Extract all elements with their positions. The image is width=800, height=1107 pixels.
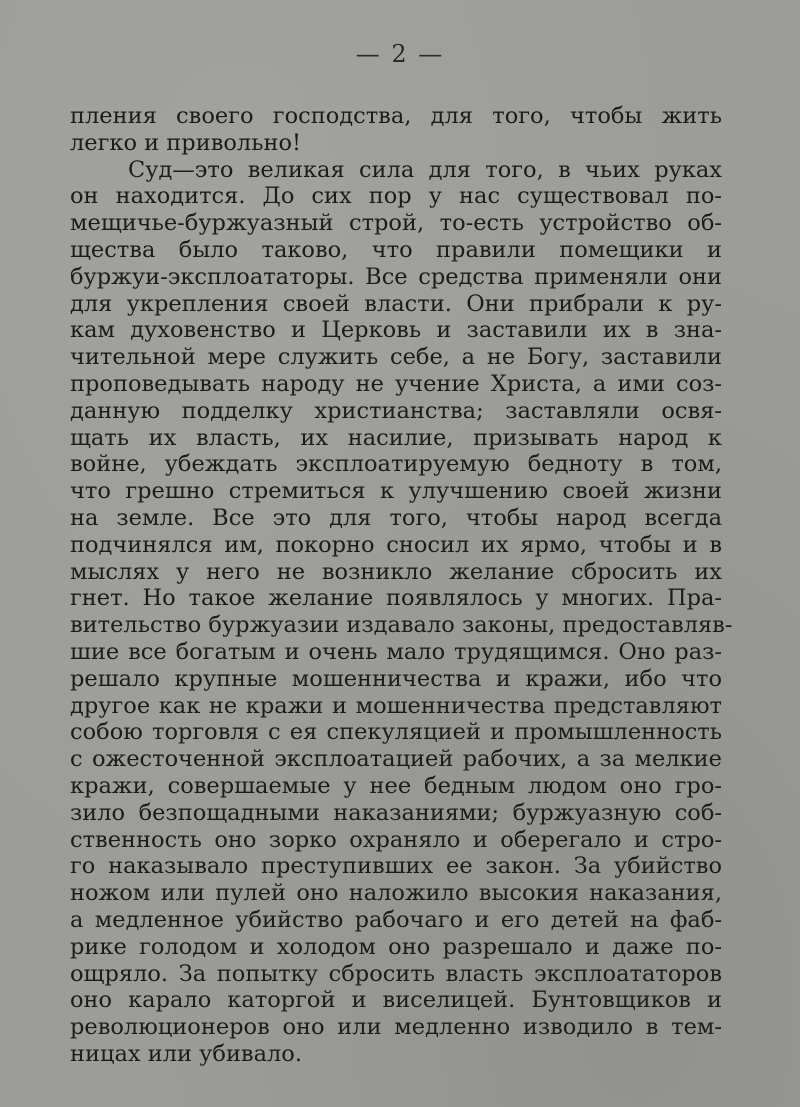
text-line: пления своего господства, для того, чтобы жить bbox=[70, 103, 722, 129]
text-line: решало крупные мошенничества и кражи, ибо что bbox=[70, 665, 722, 692]
text-line: ственность оно зорко охраняло и оберегало и стро- bbox=[70, 826, 722, 853]
text-line: легко и привольно! bbox=[70, 129, 302, 156]
text-line: он находится. До сих пор у нас существовал по- bbox=[70, 183, 722, 210]
text-line: мыслях у него не возникло желание сбросить их bbox=[70, 558, 722, 585]
text-line: а медленное убийство рабочаго и его детей на фаб- bbox=[70, 906, 722, 933]
text-line: Суд—это великая сила для того, в чьих руках bbox=[128, 156, 722, 183]
text-line: го наказывало преступивших ее закон. За убийство bbox=[70, 853, 722, 880]
text-line: шие все богатым и очень мало трудящимся. Оно раз- bbox=[70, 638, 722, 665]
text-line: зило безпощадными наказаниями; буржуазную соб- bbox=[70, 799, 722, 826]
text-line: гнет. Но такое желание появлялось у многих. Пра- bbox=[70, 585, 722, 612]
text-line: ножом или пулей оно наложило высокия наказания, bbox=[70, 880, 722, 907]
text-line: оно карало каторгой и виселицей. Бунтовщиков и bbox=[70, 987, 722, 1014]
text-line: кам духовенство и Церковь и заставили их в зна- bbox=[70, 317, 722, 344]
text-line: другое как не кражи и мошенничества представляют bbox=[70, 692, 722, 719]
text-line: что грешно стремиться к улучшению своей жизни bbox=[70, 478, 722, 505]
text-line: собою торговля с ея спекуляцией и промышленность bbox=[70, 719, 722, 746]
text-line: с ожесточенной эксплоатацией рабочих, а за мелкие bbox=[70, 746, 722, 773]
text-line: для укрепления своей власти. Они прибрали к ру- bbox=[70, 290, 722, 317]
text-line: революционеров оно или медленно изводило в тем- bbox=[70, 1014, 722, 1041]
text-line: данную подделку христианства; заставляли освя- bbox=[70, 397, 722, 424]
text-line: вительство буржуазии издавало законы, предоставляв- bbox=[70, 612, 733, 639]
text-line: рике голодом и холодом оно разрешало и даже по- bbox=[70, 933, 722, 960]
text-line: буржуи-эксплоататоры. Все средства применяли они bbox=[70, 263, 722, 290]
text-line: щать их власть, их насилие, призывать народ к bbox=[70, 424, 722, 451]
text-line: проповедывать народу не учение Христа, а ими соз- bbox=[70, 370, 722, 397]
text-line: подчинялся им, покорно сносил их ярмо, чтобы и в bbox=[70, 531, 722, 558]
text-line: щества было таково, что правили помещики и bbox=[70, 236, 722, 263]
text-line: чительной мере служить себе, а не Богу, заставили bbox=[70, 344, 722, 371]
text-line: мещичье-буржуазный строй, то-есть устройство об- bbox=[70, 210, 722, 237]
text-line: войне, убеждать эксплоатируемую бедноту в том, bbox=[70, 451, 722, 478]
text-line: ницах или убивало. bbox=[70, 1040, 303, 1067]
page-number: — 2 — bbox=[355, 40, 445, 68]
text-line: кражи, совершаемые у нее бедным людом оно гро- bbox=[70, 772, 722, 799]
text-line: ощряло. За попытку сбросить власть эксплоататоров bbox=[70, 960, 722, 987]
text-line: на земле. Все это для того, чтобы народ всегда bbox=[70, 504, 722, 531]
body-text bbox=[70, 103, 733, 1068]
